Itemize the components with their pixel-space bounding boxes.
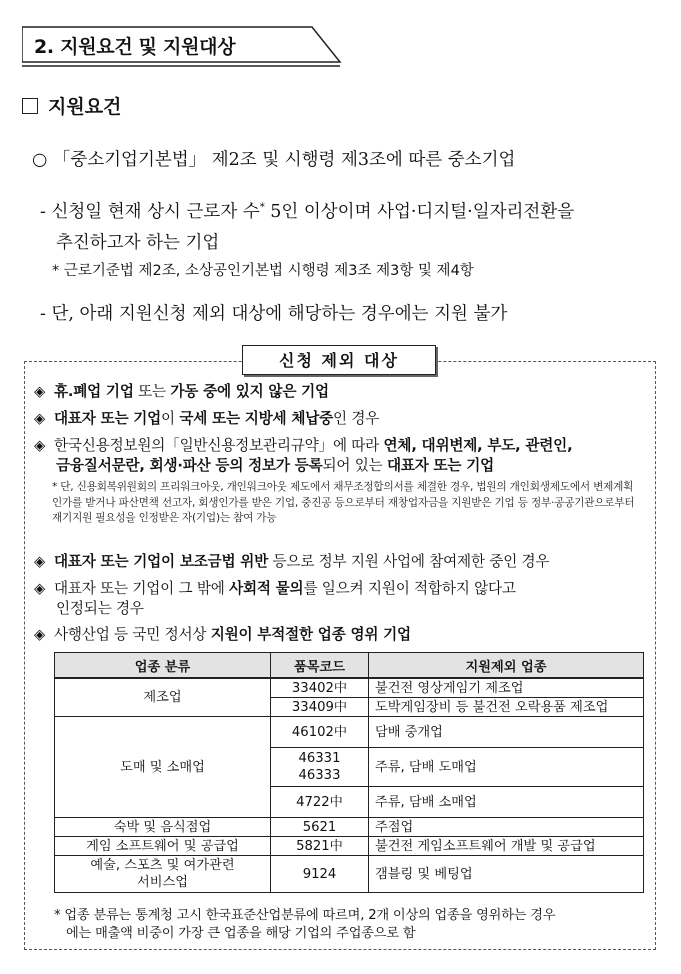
table-cell-category: 도매 및 소매업 xyxy=(55,717,271,818)
exclusion-item-5-text-a: 대표자 또는 기업이 그 밖에 xyxy=(54,580,230,597)
table-row xyxy=(55,678,644,698)
table-cell-code: 33402中 xyxy=(271,678,369,698)
exclusion-item-6 xyxy=(34,625,646,645)
exclusion-item-3-bold-b: 금융질서문란, 회생·파산 등의 정보가 등록 xyxy=(56,457,323,474)
exclusion-title: 신청 제외 대상 xyxy=(242,345,436,375)
table-cell-code: 33409中 xyxy=(271,698,369,717)
dash-bullet: - xyxy=(40,304,52,324)
requirement-dash1-text-a: 신청일 현재 상시 근로자 수 xyxy=(51,201,260,222)
exclusion-item-3 xyxy=(34,436,646,476)
exclusion-item-1-bold-a: 휴.폐업 기업 xyxy=(54,383,134,400)
requirement-main-item xyxy=(32,146,515,171)
table-row xyxy=(55,717,644,748)
table-cell-item: 담배 중개업 xyxy=(369,717,644,748)
excluded-industry-table xyxy=(54,652,644,893)
table-row xyxy=(55,818,644,837)
requirement-dash-item-2 xyxy=(40,300,507,325)
square-bullet-icon xyxy=(22,98,38,114)
exclusion-note: * 단, 신용회복위원회의 프리워크아웃, 개인워크아웃 제도에서 채무조정합의서를 체결한 경우, 법원의 개인회생제도에서 변제계획인가를 받거나 파산면책 선고자, 회생인가를 받은 기업, 중진공 등으로부터 재창업자금을 지원받은 기업 등 정부·공공기관으로부터 재기지원 필요성을 인정받은 자(기업)는 참여 가능 xyxy=(52,481,635,524)
exclusion-item-4-bold: 대표자 또는 기업이 보조금법 위반 xyxy=(54,553,269,570)
table-row xyxy=(55,837,644,856)
section-title: 2. 지원요건 및 지원대상 xyxy=(34,36,236,58)
exclusion-item-3-bold-a: 연체, 대위변제, 부도, 관련인, xyxy=(383,437,573,454)
circle-bullet-icon: ○ xyxy=(32,150,53,170)
exclusion-item-2-text-b: 인 경우 xyxy=(333,410,380,427)
table-footnote-line-1: * 업종 분류는 통계청 고시 한국표준산업분류에 따르며, 2개 이상의 업종을 영위하는 경우 xyxy=(54,908,556,923)
table-cell-category xyxy=(55,856,271,893)
table-cell-category-line: 서비스업 xyxy=(137,875,188,890)
diamond-bullet-icon: ◈ xyxy=(34,626,46,643)
requirement-dash2-text: 단, 아래 지원신청 제외 대상에 해당하는 경우에는 지원 불가 xyxy=(51,304,508,324)
table-cell-code: 9124 xyxy=(271,856,369,893)
table-cell-category: 숙박 및 음식점업 xyxy=(55,818,271,837)
exclusion-item-3-text-b: 되어 있는 xyxy=(322,457,387,474)
table-cell-item: 불건전 영상게임기 제조업 xyxy=(369,678,644,698)
table-cell-code xyxy=(271,748,369,787)
table-cell-category: 제조업 xyxy=(55,678,271,717)
exclusion-item-1-bold-b: 가동 중에 있지 않은 기업 xyxy=(170,383,329,400)
diamond-bullet-icon: ◈ xyxy=(34,580,46,597)
diamond-bullet-icon: ◈ xyxy=(34,383,46,400)
exclusion-item-5-bold: 사회적 물의 xyxy=(229,580,304,597)
requirements-heading xyxy=(22,92,121,119)
requirements-heading-label: 지원요건 xyxy=(48,96,122,118)
table-cell-item: 갬블링 및 베팅업 xyxy=(369,856,644,893)
table-cell-code: 4722中 xyxy=(271,787,369,818)
exclusion-item-2-bold-b: 국세 또는 지방세 체납중 xyxy=(179,410,334,427)
table-cell-item: 불건전 게임소프트웨어 개발 및 공급업 xyxy=(369,837,644,856)
diamond-bullet-icon: ◈ xyxy=(34,553,46,570)
exclusion-item-6-text: 사행산업 등 국민 정서상 xyxy=(54,626,211,643)
table-row xyxy=(55,856,644,893)
requirement-dash1-text-b: 5인 이상이며 사업·디지털·일자리전환을 xyxy=(264,201,575,222)
table-cell-item: 주류, 담배 소매업 xyxy=(369,787,644,818)
requirement-dash1-text-c: 추진하고자 하는 기업 xyxy=(56,232,220,253)
requirement-note: * 근로기준법 제2조, 소상공인기본법 시행령 제3조 제3항 및 제4항 xyxy=(52,263,474,279)
exclusion-item-3-text-a: 한국신용정보원의「일반신용정보관리규약」에 따라 xyxy=(54,437,384,454)
table-cell-category: 게임 소프트웨어 및 공급업 xyxy=(55,837,271,856)
requirement-dash-item-1 xyxy=(40,192,665,259)
diamond-bullet-icon: ◈ xyxy=(34,410,46,427)
table-cell-item: 주점업 xyxy=(369,818,644,837)
table-header-category: 업종 분류 xyxy=(55,653,271,679)
exclusion-item-4 xyxy=(34,552,646,572)
table-footnote xyxy=(54,907,654,943)
exclusion-item-5 xyxy=(34,579,646,619)
exclusion-item-5-text-c: 인정되는 경우 xyxy=(56,600,144,617)
table-cell-item: 도박게임장비 등 불건전 오락용품 제조업 xyxy=(369,698,644,717)
exclusion-item-1 xyxy=(34,382,646,402)
table-header-code: 품목코드 xyxy=(271,653,369,679)
table-cell-code-line: 46331 xyxy=(298,751,341,766)
dash-bullet: - xyxy=(40,201,52,222)
table-cell-code: 5821中 xyxy=(271,837,369,856)
section-header xyxy=(22,26,342,68)
exclusion-item-5-text-b: 를 일으켜 지원이 적합하지 않다고 xyxy=(303,580,516,597)
table-cell-category-line: 예술, 스포츠 및 여가관련 xyxy=(90,858,235,873)
table-header-row xyxy=(55,653,644,679)
table-cell-code: 46102中 xyxy=(271,717,369,748)
footnote-marker: * xyxy=(259,202,265,213)
diamond-bullet-icon: ◈ xyxy=(34,437,46,454)
table-footnote-line-2: 에는 매출액 비중이 가장 큰 업종을 해당 기업의 주업종으로 함 xyxy=(66,926,416,941)
table-cell-item: 주류, 담배 도매업 xyxy=(369,748,644,787)
table-cell-code: 5621 xyxy=(271,818,369,837)
exclusion-item-2-text-a: 이 xyxy=(161,410,180,427)
exclusion-item-4-text: 등으로 정부 지원 사업에 참여제한 중인 경우 xyxy=(268,553,550,570)
exclusion-item-1-text: 또는 xyxy=(133,383,171,400)
exclusion-item-2 xyxy=(34,409,646,429)
exclusion-item-6-bold: 지원이 부적절한 업종 영위 기업 xyxy=(210,626,411,643)
exclusion-item-3-bold-c: 대표자 또는 기업 xyxy=(386,457,494,474)
table-header-item: 지원제외 업종 xyxy=(369,653,644,679)
requirement-main-text: 「중소기업기본법」 제2조 및 시행령 제3조에 따른 중소기업 xyxy=(52,150,516,170)
exclusion-item-2-bold-a: 대표자 또는 기업 xyxy=(54,410,162,427)
table-cell-code-line: 46333 xyxy=(298,768,341,783)
